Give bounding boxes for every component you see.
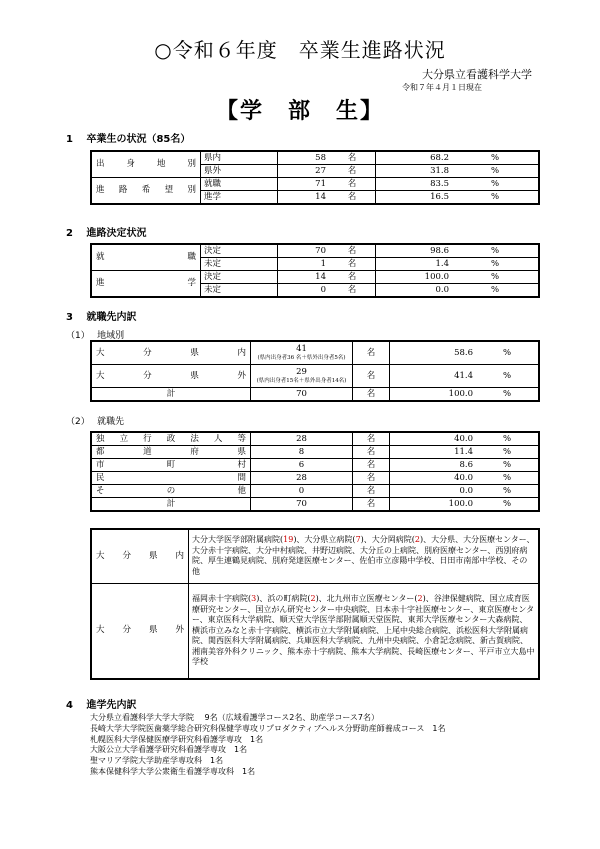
status-count: 71 — [278, 178, 330, 191]
employer-label: 都 道 府 県 — [91, 446, 251, 459]
decision-label: 未定 — [201, 284, 278, 298]
status-percent-unit: % — [452, 191, 539, 205]
school-name: 大分県立看護科学大学 — [422, 68, 532, 81]
region-row — [91, 341, 539, 365]
region-percent: 41.4 — [390, 365, 477, 388]
outpref-text: 2 — [417, 594, 423, 603]
employer-total-row — [91, 498, 539, 512]
employer-row — [91, 446, 539, 459]
section-4-heading: 4 進学先内訳 — [66, 700, 137, 711]
decision-count: 0 — [278, 284, 330, 298]
region-percent-unit: % — [476, 341, 539, 365]
status-group-label: 進 路 希 望 別 — [91, 178, 201, 205]
status-label: 県外 — [201, 165, 278, 178]
employer-list-table — [90, 528, 540, 680]
status-label: 進学 — [201, 191, 278, 205]
employer-count-cell — [251, 459, 353, 472]
employer-count-cell — [251, 472, 353, 485]
employer-unit: 名 — [353, 432, 390, 446]
decision-percent: 98.6 — [376, 244, 453, 258]
decision-unit: 名 — [329, 244, 376, 258]
employer-total-unit: 名 — [353, 498, 390, 512]
employer-total-label: 計 — [91, 498, 251, 512]
status-unit: 名 — [329, 191, 376, 205]
employer-label: 市 町 村 — [91, 459, 251, 472]
decision-count: 1 — [278, 258, 330, 271]
employer-count-line — [254, 486, 349, 497]
decision-count: 14 — [278, 271, 330, 284]
decision-unit: 名 — [329, 271, 376, 284]
outpref-employers — [189, 583, 540, 679]
employer-type-table — [90, 431, 540, 512]
inpref-text: )、大分岡病院( — [360, 535, 415, 545]
employer-unit: 名 — [353, 472, 390, 485]
status-label: 就職 — [201, 178, 278, 191]
status-percent-unit: % — [452, 178, 539, 191]
region-total-row — [91, 388, 539, 402]
employer-label: 民 間 — [91, 472, 251, 485]
decision-label: 決定 — [201, 244, 278, 258]
region-table — [90, 340, 540, 402]
status-percent-unit: % — [452, 151, 539, 165]
decision-percent: 100.0 — [376, 271, 453, 284]
subsection-region-heading: （1） 地域別 — [66, 331, 125, 341]
status-unit: 名 — [329, 151, 376, 165]
employer-total-count-cell — [251, 498, 353, 512]
inpref-text: 2 — [414, 535, 420, 545]
region-count-line — [254, 367, 349, 378]
status-percent: 83.5 — [376, 178, 453, 191]
status-percent: 68.2 — [376, 151, 453, 165]
further-study-item: 聖マリア学院大学助産学専攻科 1名 — [90, 756, 224, 766]
region-total-count-cell — [251, 388, 353, 402]
decision-group-label: 就 職 — [91, 244, 201, 271]
status-percent-unit: % — [452, 165, 539, 178]
inpref-text: 19 — [283, 535, 294, 545]
employer-count: 28 — [296, 433, 307, 444]
decision-count: 70 — [278, 244, 330, 258]
region-percent-unit: % — [476, 365, 539, 388]
decision-row — [91, 244, 539, 258]
region-total-percent-unit: % — [476, 388, 539, 402]
inpref-text: )、大分県、大分医療センター、大分赤十字病院、大分中村病院、井野辺病院、大分丘の上病院、別府医療センター、西別府病院、厚生連鶴見病院、別府発達医療センター、佐伯市立彦陽中学校、日田市南部中学校、その他 — [192, 535, 535, 576]
decision-percent: 1.4 — [376, 258, 453, 271]
region-unit: 名 — [353, 365, 390, 388]
employer-count: 6 — [298, 459, 305, 470]
decision-row — [91, 271, 539, 284]
further-study-item: 長崎大学大学院医歯薬学総合研究科保健学専攻リプロダクティブヘルス分野助産師養成コース 1名 — [90, 723, 446, 733]
outpref-text: 2 — [310, 594, 316, 603]
employer-total-percent: 100.0 — [390, 498, 477, 512]
employer-count-line — [254, 460, 349, 471]
section-title: 【学 部 生】 — [215, 99, 384, 124]
region-count-line — [254, 344, 349, 355]
region-note: (県内出身者15名＋県外出身者14名) — [256, 378, 347, 384]
status-count: 27 — [278, 165, 330, 178]
employer-label: そ の 他 — [91, 485, 251, 498]
outpref-text: )、谷津保健病院、国立成育医療研究センター、国立がん研究センター中央病院、日本赤十字社医療センター、東京医療センター、東京医科大学病院、順天堂大学医学部附属順天堂医院、東邦大学医療センター大森病院、横浜市立みなと赤十字病院、横浜市立大学附属病院、上尾中央総合病院、浜松医科大学附属病院、関西医科大学附属病院、兵庫医科大学病院、九州中央病院、小倉記念病院、新古賀病院、湘南美容外科クリニック、熊本赤十字病院、熊本大学病院、長崎医療センター、平戸市立大島中学校 — [192, 594, 535, 666]
status-group-label: 出 身 地 別 — [91, 151, 201, 178]
graduate-status-table — [90, 150, 540, 205]
employer-count-line — [254, 434, 349, 445]
decision-percent-unit: % — [452, 258, 539, 271]
decision-percent: 0.0 — [376, 284, 453, 298]
region-label: 大 分 県 外 — [91, 365, 251, 388]
employer-count-cell — [251, 432, 353, 446]
employer-unit: 名 — [353, 459, 390, 472]
region-total-count: 70 — [296, 388, 307, 399]
inpref-text: 7 — [355, 535, 361, 545]
region-count: 41 — [296, 344, 307, 354]
status-percent: 16.5 — [376, 191, 453, 205]
document-title: ○令和６年度 卒業生進路状況 — [154, 38, 446, 62]
status-row — [91, 178, 539, 191]
as-of-date: 令和７年４月１日現在 — [402, 83, 482, 92]
employer-count-cell — [251, 446, 353, 459]
employer-row — [91, 459, 539, 472]
employer-percent-unit: % — [476, 432, 539, 446]
employer-label: 独 立 行 政 法 人 等 — [91, 432, 251, 446]
decision-group-label: 進 学 — [91, 271, 201, 298]
decision-status-table — [90, 243, 540, 298]
employer-count: 28 — [296, 472, 307, 483]
outpref-text: )、浜の町病院( — [256, 594, 311, 603]
region-percent: 58.6 — [390, 341, 477, 365]
employer-percent: 11.4 — [390, 446, 477, 459]
region-total-percent: 100.0 — [390, 388, 477, 402]
inpref-text: 大分大学医学部附属病院( — [192, 535, 284, 545]
inpref-text: )、大分県立病院( — [293, 535, 356, 545]
subsection-employer-heading: （2） 就職先 — [66, 417, 125, 427]
employer-count: 8 — [298, 446, 305, 457]
region-total-label: 計 — [91, 388, 251, 402]
employer-unit: 名 — [353, 485, 390, 498]
employer-count-cell — [251, 485, 353, 498]
employer-count-line — [254, 473, 349, 484]
employer-percent: 40.0 — [390, 432, 477, 446]
status-label: 県内 — [201, 151, 278, 165]
employer-row — [91, 432, 539, 446]
region-count: 29 — [296, 367, 307, 377]
decision-label: 未定 — [201, 258, 278, 271]
employer-percent-unit: % — [476, 459, 539, 472]
decision-label: 決定 — [201, 271, 278, 284]
decision-percent-unit: % — [452, 244, 539, 258]
outpref-label: 大 分 県 外 — [91, 583, 189, 679]
region-note: (県内出身者36 名＋県外出身者5名) — [257, 355, 346, 361]
status-percent: 31.8 — [376, 165, 453, 178]
employer-percent-unit: % — [476, 446, 539, 459]
outpref-text: 3 — [251, 594, 257, 603]
further-study-item: 熊本保健科学大学公衆衛生看護学専攻科 1名 — [90, 766, 256, 776]
employer-percent: 40.0 — [390, 472, 477, 485]
outpref-text: )、北九州市立医療センター( — [315, 594, 418, 603]
employer-percent-unit: % — [476, 485, 539, 498]
decision-unit: 名 — [329, 284, 376, 298]
decision-unit: 名 — [329, 258, 376, 271]
employer-total-count-line — [254, 499, 349, 510]
further-study-item: 大阪公立大学看護学研究科看護学専攻 1名 — [90, 745, 248, 755]
status-row — [91, 151, 539, 165]
region-row — [91, 365, 539, 388]
employer-unit: 名 — [353, 446, 390, 459]
status-count: 58 — [278, 151, 330, 165]
status-count: 14 — [278, 191, 330, 205]
decision-percent-unit: % — [452, 271, 539, 284]
region-count-cell — [251, 365, 353, 388]
status-unit: 名 — [329, 165, 376, 178]
employer-row — [91, 485, 539, 498]
region-total-count-line — [254, 389, 349, 400]
employer-row — [91, 472, 539, 485]
region-total-unit: 名 — [353, 388, 390, 402]
employer-percent: 8.6 — [390, 459, 477, 472]
section-3-heading: 3 就職先内訳 — [66, 312, 137, 323]
decision-percent-unit: % — [452, 284, 539, 298]
further-study-item: 札幌医科大学保健医療学研究科看護学専攻 1名 — [90, 734, 264, 744]
status-unit: 名 — [329, 178, 376, 191]
outpref-text: 福岡赤十字病院( — [192, 594, 252, 603]
inpref-label: 大 分 県 内 — [91, 529, 189, 583]
further-study-list — [90, 713, 446, 778]
region-unit: 名 — [353, 341, 390, 365]
employer-count: 0 — [298, 485, 305, 496]
region-label: 大 分 県 内 — [91, 341, 251, 365]
employer-percent: 0.0 — [390, 485, 477, 498]
employer-count-line — [254, 447, 349, 458]
section-1-heading: 1 卒業生の状況（85名） — [66, 134, 191, 145]
region-count-cell — [251, 341, 353, 365]
further-study-item: 大分県立看護科学大学大学院 9名（広域看護学コース2名、助産学コース7名） — [90, 713, 380, 722]
inpref-employers — [189, 529, 540, 583]
employer-total-percent-unit: % — [476, 498, 539, 512]
employer-percent-unit: % — [476, 472, 539, 485]
section-2-heading: 2 進路決定状況 — [66, 228, 147, 239]
employer-total-count: 70 — [296, 498, 307, 509]
